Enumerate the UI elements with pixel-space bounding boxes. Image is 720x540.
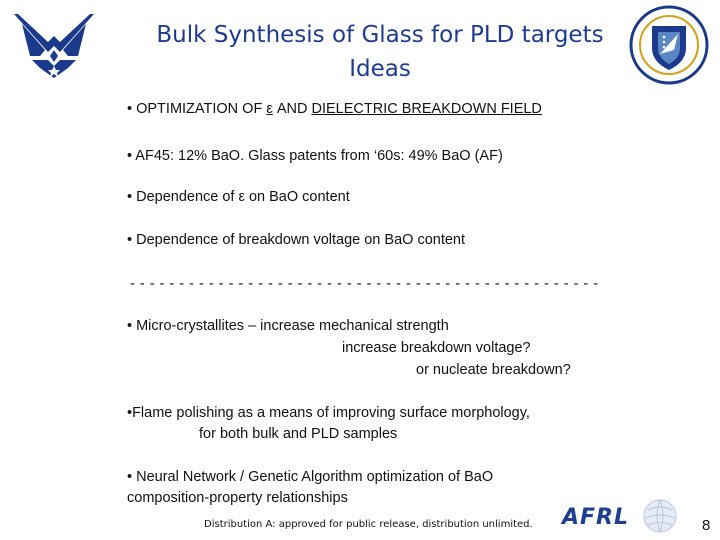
bullet-flame-polishing-line-2: for both bulk and PLD samples [199,426,398,442]
slide-title [130,18,630,86]
slide-title-line-2: Ideas [349,56,411,82]
page-number: 8 [702,517,711,534]
bullet-dependence-epsilon: • Dependence of ε on BaO content [127,189,350,205]
bullet-neural-network: • Neural Network / Genetic Algorithm optimization of BaO [127,469,494,485]
distribution-statement: Distribution A: approved for public release, distribution unlimited. [204,519,533,530]
separator-line: - - - - - - - - - - - - - - - - - - - - - - - - - - - - - - - - - - - - - - - - - - - - - - - - [130,276,599,292]
bullet-dependence-breakdown: • Dependence of breakdown voltage on BaO content [127,232,466,248]
bullet-micro-crystallites: • Micro-crystallites – increase mechanical strength [127,318,449,334]
bullet-neural-network-line-2: composition-property relationships [127,490,348,506]
bullet-optimization: • OPTIMIZATION OF ε AND DIELECTRIC BREAKDOWN FIELD [127,101,542,117]
afrl-logo-icon [560,496,680,534]
bullet-flame-polishing: •Flame polishing as a means of improving surface morphology, [127,405,530,421]
bullet-micro-crystallites-line-3: or nucleate breakdown? [416,362,571,378]
svg-text:AFRL: AFRL [562,505,630,530]
afrl-seal-icon [628,4,710,86]
air-force-logo-icon [12,6,96,86]
slide-title-line-1: Bulk Synthesis of Glass for PLD targets [156,22,604,48]
bullet-micro-crystallites-line-2: increase breakdown voltage? [342,340,531,356]
bullet-af45: • AF45: 12% BaO. Glass patents from ‘60s: 49% BaO (AF) [127,148,503,164]
